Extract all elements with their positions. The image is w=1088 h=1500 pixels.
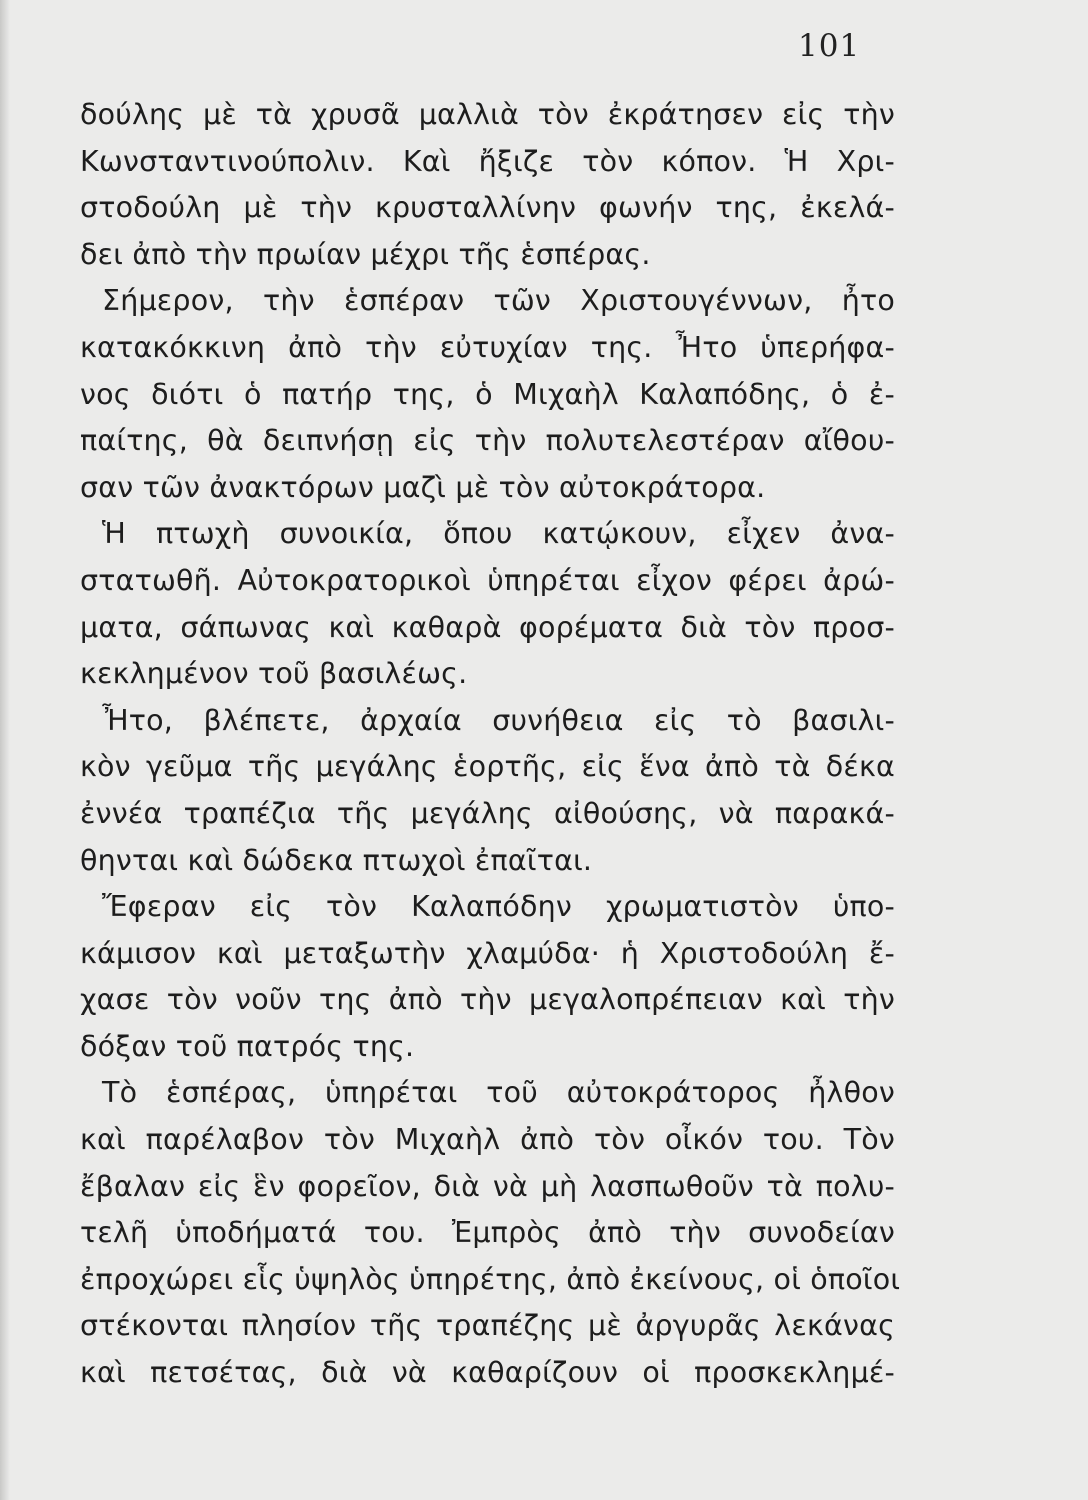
text-line: κατακόκκινη ἀπὸ τὴν εὐτυχίαν της. Ἦτο ὑπερήφα-: [80, 330, 895, 364]
text-line: στοδούλη μὲ τὴν κρυσταλλίνην φωνήν της, ἐκελά-: [80, 191, 895, 225]
text-line: ματα, σάπωνας καὶ καθαρὰ φορέματα διὰ τὸν προσ-: [80, 610, 895, 644]
text-line: ἐπροχώρει εἷς ὑψηλὸς ὑπηρέτης, ἀπὸ ἐκείνους, οἱ ὁποῖοι: [80, 1262, 901, 1296]
text-line: στατωθῆ. Αὐτοκρατορικοὶ ὑπηρέται εἶχον φέρει ἀρώ-: [80, 563, 895, 597]
text-line: νος διότι ὁ πατήρ της, ὁ Μιχαὴλ Καλαπόδης, ὁ ἐ-: [80, 377, 895, 411]
body-text: [80, 92, 901, 1397]
text-line: κὸν γεῦμα τῆς μεγάλης ἑορτῆς, εἰς ἕνα ἀπὸ τὰ δέκα: [80, 750, 895, 784]
paragraph-start-line: Ἦτο, βλέπετε, ἀρχαία συνήθεια εἰς τὸ βασιλι-: [102, 703, 895, 737]
text-line: δόξαν τοῦ πατρός της.: [80, 1029, 415, 1063]
text-line: δει ἀπὸ τὴν πρωίαν μέχρι τῆς ἑσπέρας.: [80, 237, 651, 271]
page-edge-shadow: [0, 0, 10, 1500]
text-line: παίτης, θὰ δειπνήσῃ εἰς τὴν πολυτελεστέραν αἴθου-: [80, 424, 895, 458]
paragraph-start-line: Τὸ ἑσπέρας, ὑπηρέται τοῦ αὐτοκράτορος ἦλθον: [102, 1076, 895, 1110]
text-line: κεκλημένον τοῦ βασιλέως.: [80, 657, 468, 691]
text-line: καὶ πετσέτας, διὰ νὰ καθαρίζουν οἱ προσκεκλημέ-: [80, 1356, 895, 1390]
text-line: ἔβαλαν εἰς ἓν φορεῖον, διὰ νὰ μὴ λασπωθοῦν τὰ πολυ-: [80, 1169, 895, 1203]
text-line: κάμισον καὶ μεταξωτὴν χλαμύδα· ἡ Χριστοδούλη ἔ-: [80, 936, 895, 970]
text-line: δούλης μὲ τὰ χρυσᾶ μαλλιὰ τὸν ἐκράτησεν εἰς τὴν: [80, 98, 895, 131]
text-line: καὶ παρέλαβον τὸν Μιχαὴλ ἀπὸ τὸν οἶκόν του. Τὸν: [80, 1123, 895, 1157]
text-line: στέκονται πλησίον τῆς τραπέζης μὲ ἀργυρᾶς λεκάνας: [80, 1309, 895, 1343]
text-line: χασε τὸν νοῦν της ἀπὸ τὴν μεγαλοπρέπειαν καὶ τὴν: [80, 983, 895, 1017]
paragraph-start-line: Σήμερον, τὴν ἑσπέραν τῶν Χριστουγέννων, ἦτο: [102, 284, 895, 318]
text-line: ἐννέα τραπέζια τῆς μεγάλης αἰθούσης, νὰ παρακά-: [80, 796, 895, 830]
paragraph-start-line: Ἡ πτωχὴ συνοικία, ὅπου κατῴκουν, εἶχεν ἀνα-: [102, 517, 895, 551]
page-number: 101: [798, 28, 861, 64]
text-line: τελῆ ὑποδήματά του. Ἐμπρὸς ἀπὸ τὴν συνοδείαν: [80, 1216, 895, 1250]
text-line: Κωνσταντινούπολιν. Καὶ ἤξιζε τὸν κόπον. Ἡ Χρι-: [80, 144, 895, 178]
paragraph-start-line: Ἔφεραν εἰς τὸν Καλαπόδην χρωματιστὸν ὑπο-: [102, 890, 895, 924]
text-line: σαν τῶν ἀνακτόρων μαζὶ μὲ τὸν αὐτοκράτορα.: [80, 470, 766, 504]
text-line: θηνται καὶ δώδεκα πτωχοὶ ἐπαῖται.: [80, 843, 593, 877]
